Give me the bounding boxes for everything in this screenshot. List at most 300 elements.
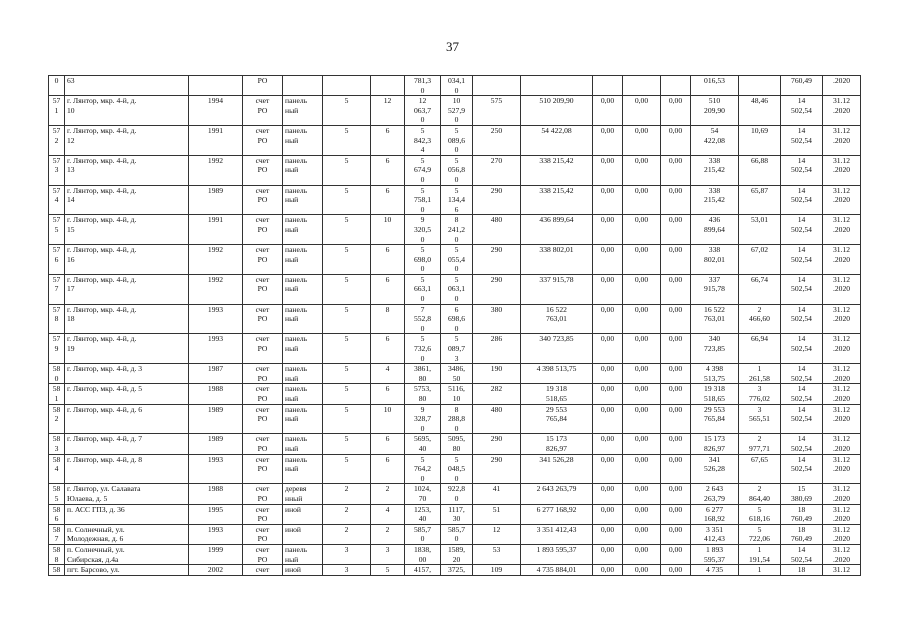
limit-cost-cell: 14 502,54 [781, 96, 823, 126]
table-row [49, 245, 861, 275]
owner-funds-cell: 340 723,85 [691, 334, 739, 364]
year-cell: 1993 [189, 334, 243, 364]
federal-funds-cell: 0,00 [593, 504, 623, 524]
living-area-cell: 3486, 50 [441, 364, 473, 384]
limit-cost-cell: 14 502,54 [781, 384, 823, 404]
address-cell: г. Лянтор, мкр. 4-й, д. 5 [65, 384, 189, 404]
fund-source-cell: счет РО [243, 454, 283, 484]
total-cost-cell: 16 522 763,01 [521, 304, 593, 334]
row-number: 57 3 [49, 155, 65, 185]
entrances-cell [371, 76, 405, 96]
deadline-cell: 31.12 .2020 [823, 524, 861, 544]
year-cell: 2002 [189, 565, 243, 576]
federal-funds-cell: 0,00 [593, 304, 623, 334]
residents-cell: 290 [473, 454, 521, 484]
federal-funds-cell: 0,00 [593, 524, 623, 544]
floors-cell: 5 [323, 454, 371, 484]
floors-cell: 5 [323, 304, 371, 334]
residents-cell: 480 [473, 215, 521, 245]
year-cell: 1987 [189, 364, 243, 384]
deadline-cell: 31.12 .2020 [823, 245, 861, 275]
entrances-cell: 2 [371, 524, 405, 544]
residents-cell: 53 [473, 544, 521, 564]
local-funds-cell: 0,00 [661, 274, 691, 304]
table-row [49, 404, 861, 434]
wall-material-cell: панель ный [283, 454, 323, 484]
limit-cost-cell: 14 502,54 [781, 334, 823, 364]
floors-cell [323, 76, 371, 96]
living-area-cell: 5 056,8 0 [441, 155, 473, 185]
living-area-cell: 922,8 0 [441, 484, 473, 504]
total-area-cell: 5 758,1 0 [405, 185, 441, 215]
limit-cost-cell: 18 760,49 [781, 524, 823, 544]
owner-funds-cell: 510 209,90 [691, 96, 739, 126]
row-number: 58 6 [49, 504, 65, 524]
year-cell: 1994 [189, 96, 243, 126]
limit-cost-cell: 14 502,54 [781, 155, 823, 185]
limit-cost-cell: 18 760,49 [781, 504, 823, 524]
floors-cell: 3 [323, 565, 371, 576]
total-cost-cell: 19 318 518,65 [521, 384, 593, 404]
year-cell: 1991 [189, 125, 243, 155]
address-cell: пгт. Барсово, ул. [65, 565, 189, 576]
table-row [49, 504, 861, 524]
deadline-cell: 31.12 .2020 [823, 304, 861, 334]
wall-material-cell: панель ный [283, 434, 323, 454]
floors-cell: 5 [323, 155, 371, 185]
local-funds-cell: 0,00 [661, 364, 691, 384]
wall-material-cell: панель ный [283, 185, 323, 215]
limit-cost-cell: 14 502,54 [781, 185, 823, 215]
total-area-cell: 5 698,0 0 [405, 245, 441, 275]
row-number: 58 5 [49, 484, 65, 504]
limit-cost-cell: 14 502,54 [781, 304, 823, 334]
regional-funds-cell: 0,00 [623, 384, 661, 404]
wall-material-cell: панель ный [283, 96, 323, 126]
living-area-cell: 3725, [441, 565, 473, 576]
regional-funds-cell: 0,00 [623, 504, 661, 524]
owner-funds-cell: 1 893 595,37 [691, 544, 739, 564]
floors-cell: 5 [323, 245, 371, 275]
regional-funds-cell: 0,00 [623, 304, 661, 334]
limit-cost-cell: 14 502,54 [781, 364, 823, 384]
regional-funds-cell: 0,00 [623, 185, 661, 215]
federal-funds-cell: 0,00 [593, 274, 623, 304]
row-number: 58 [49, 565, 65, 576]
cost-per-sqm-cell: 5 722,06 [739, 524, 781, 544]
owner-funds-cell: 54 422,08 [691, 125, 739, 155]
total-cost-cell: 1 893 595,37 [521, 544, 593, 564]
limit-cost-cell: 18 [781, 565, 823, 576]
total-cost-cell: 338 215,42 [521, 185, 593, 215]
regional-funds-cell: 0,00 [623, 334, 661, 364]
entrances-cell: 6 [371, 454, 405, 484]
cost-per-sqm-cell: 10,69 [739, 125, 781, 155]
address-cell: п. Солнечный, ул. Молодежная, д. 6 [65, 524, 189, 544]
cost-per-sqm-cell: 2 977,71 [739, 434, 781, 454]
living-area-cell: 1589, 20 [441, 544, 473, 564]
address-cell: г. Лянтор, мкр. 4-й, д. 6 [65, 404, 189, 434]
cost-per-sqm-cell: 65,87 [739, 185, 781, 215]
cost-per-sqm-cell [739, 76, 781, 96]
owner-funds-cell: 338 802,01 [691, 245, 739, 275]
residents-cell: 109 [473, 565, 521, 576]
cost-per-sqm-cell: 66,74 [739, 274, 781, 304]
row-number: 58 1 [49, 384, 65, 404]
row-number: 57 9 [49, 334, 65, 364]
living-area-cell: 10 527,9 0 [441, 96, 473, 126]
residents-cell: 480 [473, 404, 521, 434]
residents-cell: 282 [473, 384, 521, 404]
wall-material-cell: иной [283, 504, 323, 524]
year-cell: 1992 [189, 245, 243, 275]
deadline-cell: 31.12 .2020 [823, 274, 861, 304]
living-area-cell: 5095, 80 [441, 434, 473, 454]
entrances-cell: 6 [371, 125, 405, 155]
residents-cell: 286 [473, 334, 521, 364]
deadline-cell: 31.12 .2020 [823, 364, 861, 384]
deadline-cell: 31.12 .2020 [823, 484, 861, 504]
limit-cost-cell: 14 502,54 [781, 125, 823, 155]
total-cost-cell: 337 915,78 [521, 274, 593, 304]
regional-funds-cell: 0,00 [623, 155, 661, 185]
total-area-cell: 5 674,9 0 [405, 155, 441, 185]
limit-cost-cell: 14 502,54 [781, 404, 823, 434]
local-funds-cell: 0,00 [661, 524, 691, 544]
total-area-cell: 5695, 40 [405, 434, 441, 454]
entrances-cell: 4 [371, 504, 405, 524]
cost-per-sqm-cell: 5 618,16 [739, 504, 781, 524]
total-area-cell: 5753, 80 [405, 384, 441, 404]
living-area-cell: 5 089,6 0 [441, 125, 473, 155]
row-number: 57 7 [49, 274, 65, 304]
residents-cell [473, 76, 521, 96]
total-area-cell: 5 663,1 0 [405, 274, 441, 304]
deadline-cell: 31.12 .2020 [823, 155, 861, 185]
address-cell: п. Солнечный, ул. Сибирская, д.4а [65, 544, 189, 564]
wall-material-cell: панель ный [283, 364, 323, 384]
entrances-cell: 6 [371, 274, 405, 304]
owner-funds-cell: 4 735 [691, 565, 739, 576]
total-area-cell: 781,3 0 [405, 76, 441, 96]
regional-funds-cell: 0,00 [623, 404, 661, 434]
floors-cell: 5 [323, 364, 371, 384]
local-funds-cell: 0,00 [661, 454, 691, 484]
fund-source-cell: РО [243, 76, 283, 96]
regional-funds-cell: 0,00 [623, 524, 661, 544]
deadline-cell: 31.12 .2020 [823, 185, 861, 215]
total-cost-cell: 2 643 263,79 [521, 484, 593, 504]
residents-cell: 250 [473, 125, 521, 155]
address-cell: г. Лянтор, мкр. 4-й, д. 10 [65, 96, 189, 126]
fund-source-cell: счет РО [243, 215, 283, 245]
entrances-cell: 6 [371, 245, 405, 275]
regional-funds-cell [623, 76, 661, 96]
floors-cell: 5 [323, 215, 371, 245]
year-cell: 1993 [189, 454, 243, 484]
address-cell: п. АСС ГПЗ, д. 36 [65, 504, 189, 524]
total-area-cell: 1838, 00 [405, 544, 441, 564]
limit-cost-cell: 760,49 [781, 76, 823, 96]
total-cost-cell: 340 723,85 [521, 334, 593, 364]
entrances-cell: 4 [371, 364, 405, 384]
fund-source-cell: счет [243, 565, 283, 576]
federal-funds-cell: 0,00 [593, 155, 623, 185]
local-funds-cell: 0,00 [661, 434, 691, 454]
deadline-cell: 31.12 .2020 [823, 544, 861, 564]
regional-funds-cell: 0,00 [623, 434, 661, 454]
total-cost-cell: 341 526,28 [521, 454, 593, 484]
local-funds-cell: 0,00 [661, 384, 691, 404]
total-cost-cell: 436 899,64 [521, 215, 593, 245]
address-cell: г. Лянтор, мкр. 4-й, д. 7 [65, 434, 189, 454]
residents-cell: 290 [473, 274, 521, 304]
table-row [49, 364, 861, 384]
cost-per-sqm-cell: 53,01 [739, 215, 781, 245]
floors-cell: 5 [323, 96, 371, 126]
total-area-cell: 12 063,7 0 [405, 96, 441, 126]
owner-funds-cell: 19 318 518,65 [691, 384, 739, 404]
cost-per-sqm-cell: 3 776,02 [739, 384, 781, 404]
wall-material-cell: панель ный [283, 304, 323, 334]
local-funds-cell: 0,00 [661, 155, 691, 185]
floors-cell: 5 [323, 384, 371, 404]
regional-funds-cell: 0,00 [623, 96, 661, 126]
owner-funds-cell: 3 351 412,43 [691, 524, 739, 544]
limit-cost-cell: 14 502,54 [781, 434, 823, 454]
year-cell: 1992 [189, 155, 243, 185]
table-row [49, 484, 861, 504]
deadline-cell: 31.12 .2020 [823, 96, 861, 126]
entrances-cell: 2 [371, 484, 405, 504]
limit-cost-cell: 14 502,54 [781, 245, 823, 275]
entrances-cell: 8 [371, 304, 405, 334]
wall-material-cell: панель ный [283, 215, 323, 245]
year-cell: 1993 [189, 304, 243, 334]
row-number: 58 3 [49, 434, 65, 454]
total-cost-cell: 510 209,90 [521, 96, 593, 126]
owner-funds-cell: 4 398 513,75 [691, 364, 739, 384]
fund-source-cell: счет РО [243, 384, 283, 404]
floors-cell: 2 [323, 504, 371, 524]
residents-cell: 290 [473, 245, 521, 275]
table-row [49, 125, 861, 155]
cost-per-sqm-cell: 1 261,58 [739, 364, 781, 384]
total-cost-cell [521, 76, 593, 96]
local-funds-cell: 0,00 [661, 504, 691, 524]
table-row [49, 185, 861, 215]
cost-per-sqm-cell: 67,02 [739, 245, 781, 275]
address-cell: г. Лянтор, мкр. 4-й, д. 14 [65, 185, 189, 215]
table-row [49, 384, 861, 404]
table-row [49, 434, 861, 454]
address-cell: г. Лянтор, мкр. 4-й, д. 18 [65, 304, 189, 334]
total-area-cell: 4157, [405, 565, 441, 576]
regional-funds-cell: 0,00 [623, 245, 661, 275]
address-cell: г. Лянтор, мкр. 4-й, д. 19 [65, 334, 189, 364]
fund-source-cell: счет РО [243, 524, 283, 544]
deadline-cell: 31.12 .2020 [823, 215, 861, 245]
regional-funds-cell: 0,00 [623, 125, 661, 155]
owner-funds-cell: 2 643 263,79 [691, 484, 739, 504]
federal-funds-cell: 0,00 [593, 245, 623, 275]
year-cell: 1993 [189, 524, 243, 544]
deadline-cell: .2020 [823, 76, 861, 96]
fund-source-cell: счет РО [243, 484, 283, 504]
federal-funds-cell: 0,00 [593, 484, 623, 504]
local-funds-cell: 0,00 [661, 125, 691, 155]
local-funds-cell: 0,00 [661, 215, 691, 245]
total-cost-cell: 29 553 765,84 [521, 404, 593, 434]
owner-funds-cell: 338 215,42 [691, 185, 739, 215]
living-area-cell: 8 241,2 0 [441, 215, 473, 245]
living-area-cell: 5 089,7 3 [441, 334, 473, 364]
owner-funds-cell: 29 553 765,84 [691, 404, 739, 434]
entrances-cell: 3 [371, 544, 405, 564]
entrances-cell: 6 [371, 334, 405, 364]
total-area-cell: 9 328,7 0 [405, 404, 441, 434]
entrances-cell: 12 [371, 96, 405, 126]
entrances-cell: 10 [371, 404, 405, 434]
address-cell: г. Лянтор, мкр. 4-й, д. 3 [65, 364, 189, 384]
total-area-cell: 1024, 70 [405, 484, 441, 504]
year-cell: 1988 [189, 384, 243, 404]
cost-per-sqm-cell: 2 864,40 [739, 484, 781, 504]
total-area-cell: 585,7 0 [405, 524, 441, 544]
limit-cost-cell: 14 502,54 [781, 544, 823, 564]
table-row [49, 274, 861, 304]
year-cell: 1989 [189, 404, 243, 434]
floors-cell: 3 [323, 544, 371, 564]
year-cell: 1991 [189, 215, 243, 245]
floors-cell: 5 [323, 404, 371, 434]
year-cell [189, 76, 243, 96]
fund-source-cell: счет РО [243, 185, 283, 215]
federal-funds-cell: 0,00 [593, 334, 623, 364]
row-number: 58 8 [49, 544, 65, 564]
total-area-cell: 7 552,8 0 [405, 304, 441, 334]
federal-funds-cell [593, 76, 623, 96]
row-number: 57 1 [49, 96, 65, 126]
living-area-cell: 5116, 10 [441, 384, 473, 404]
regional-funds-cell: 0,00 [623, 544, 661, 564]
local-funds-cell: 0,00 [661, 565, 691, 576]
local-funds-cell [661, 76, 691, 96]
cost-per-sqm-cell: 67,65 [739, 454, 781, 484]
local-funds-cell: 0,00 [661, 304, 691, 334]
fund-source-cell: счет РО [243, 125, 283, 155]
limit-cost-cell: 14 502,54 [781, 454, 823, 484]
row-number: 57 6 [49, 245, 65, 275]
wall-material-cell: панель ный [283, 384, 323, 404]
cost-per-sqm-cell: 2 466,60 [739, 304, 781, 334]
year-cell: 1999 [189, 544, 243, 564]
row-number: 57 4 [49, 185, 65, 215]
fund-source-cell: счет РО [243, 245, 283, 275]
table-row [49, 155, 861, 185]
entrances-cell: 6 [371, 185, 405, 215]
deadline-cell: 31.12 .2020 [823, 454, 861, 484]
fund-source-cell: счет РО [243, 504, 283, 524]
fund-source-cell: счет РО [243, 364, 283, 384]
row-number: 57 5 [49, 215, 65, 245]
residents-cell: 270 [473, 155, 521, 185]
federal-funds-cell: 0,00 [593, 565, 623, 576]
local-funds-cell: 0,00 [661, 544, 691, 564]
regional-funds-cell: 0,00 [623, 565, 661, 576]
local-funds-cell: 0,00 [661, 484, 691, 504]
table-row [49, 76, 861, 96]
cost-per-sqm-cell: 48,46 [739, 96, 781, 126]
table-row [49, 304, 861, 334]
wall-material-cell: иной [283, 524, 323, 544]
row-number: 58 4 [49, 454, 65, 484]
local-funds-cell: 0,00 [661, 404, 691, 434]
residents-cell: 41 [473, 484, 521, 504]
floors-cell: 5 [323, 125, 371, 155]
housing-register-table [48, 75, 861, 576]
year-cell: 1992 [189, 274, 243, 304]
total-cost-cell: 4 735 884,01 [521, 565, 593, 576]
deadline-cell: 31.12 .2020 [823, 384, 861, 404]
residents-cell: 190 [473, 364, 521, 384]
total-cost-cell: 338 215,42 [521, 155, 593, 185]
local-funds-cell: 0,00 [661, 334, 691, 364]
row-number: 0 [49, 76, 65, 96]
regional-funds-cell: 0,00 [623, 484, 661, 504]
cost-per-sqm-cell: 66,94 [739, 334, 781, 364]
living-area-cell: 5 048,5 0 [441, 454, 473, 484]
entrances-cell: 10 [371, 215, 405, 245]
year-cell: 1995 [189, 504, 243, 524]
total-cost-cell: 4 398 513,75 [521, 364, 593, 384]
entrances-cell: 6 [371, 434, 405, 454]
row-number: 58 7 [49, 524, 65, 544]
table-row [49, 524, 861, 544]
floors-cell: 5 [323, 274, 371, 304]
fund-source-cell: счет РО [243, 96, 283, 126]
entrances-cell: 6 [371, 384, 405, 404]
fund-source-cell: счет РО [243, 434, 283, 454]
wall-material-cell: панель ный [283, 125, 323, 155]
floors-cell: 2 [323, 524, 371, 544]
year-cell: 1988 [189, 484, 243, 504]
year-cell: 1989 [189, 434, 243, 454]
living-area-cell: 034,1 0 [441, 76, 473, 96]
regional-funds-cell: 0,00 [623, 364, 661, 384]
federal-funds-cell: 0,00 [593, 404, 623, 434]
table-body [49, 76, 861, 576]
owner-funds-cell: 016,53 [691, 76, 739, 96]
total-area-cell: 1253, 40 [405, 504, 441, 524]
address-cell: г. Лянтор, мкр. 4-й, д. 8 [65, 454, 189, 484]
local-funds-cell: 0,00 [661, 185, 691, 215]
owner-funds-cell: 15 173 826,97 [691, 434, 739, 454]
row-number: 58 2 [49, 404, 65, 434]
federal-funds-cell: 0,00 [593, 434, 623, 454]
wall-material-cell [283, 76, 323, 96]
deadline-cell: 31.12 .2020 [823, 434, 861, 454]
floors-cell: 5 [323, 334, 371, 364]
fund-source-cell: счет РО [243, 334, 283, 364]
federal-funds-cell: 0,00 [593, 384, 623, 404]
wall-material-cell: деревя нный [283, 484, 323, 504]
table-row [49, 454, 861, 484]
federal-funds-cell: 0,00 [593, 96, 623, 126]
address-cell: г. Лянтор, мкр. 4-й, д. 16 [65, 245, 189, 275]
table-row [49, 96, 861, 126]
federal-funds-cell: 0,00 [593, 185, 623, 215]
